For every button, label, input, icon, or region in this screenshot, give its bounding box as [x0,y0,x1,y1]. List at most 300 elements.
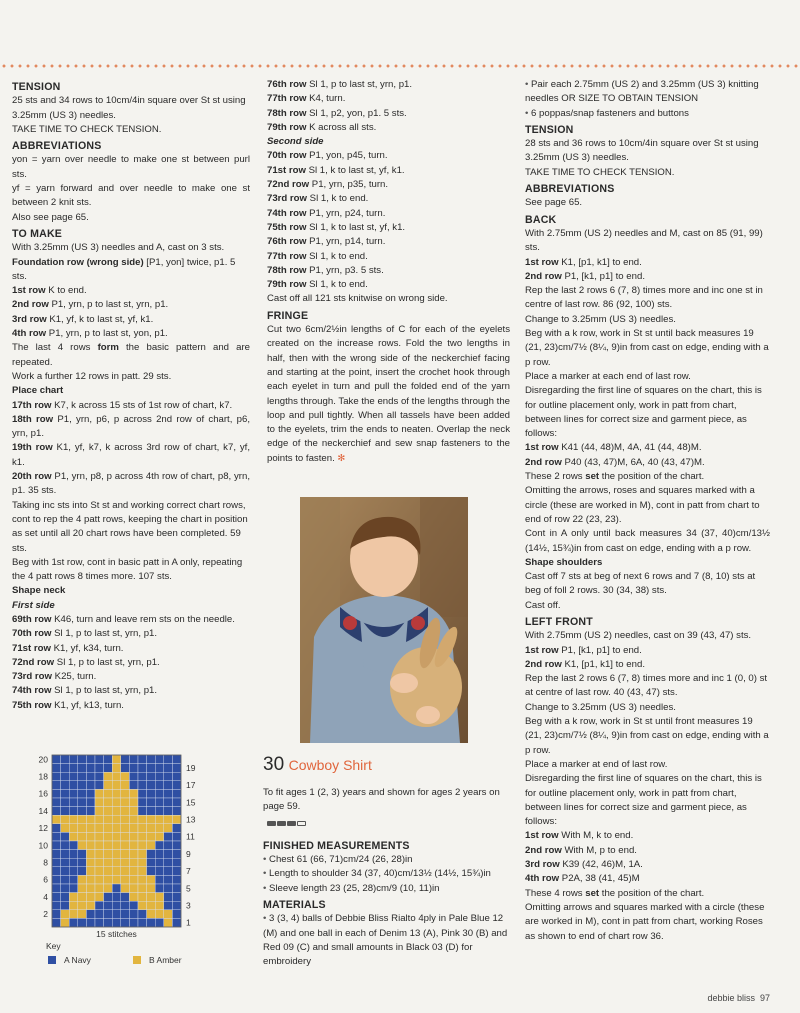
chart-cell [95,807,104,816]
chart-cell [129,755,138,764]
chart-cell [155,781,164,790]
chart-cell [138,781,147,790]
chart-cell [61,764,70,773]
fringe-body: Cut two 6cm/2½in lengths of C for each of the eyelets created on the increase rows. Fold the two lengths in half, then with the wrong side of the neckerchief facing and starting at the point, insert the crochet hook through each eyelet in turn and pull the folded end of the yarn lengths through. Take the ends of the lengths through the loop and pull tightly. When all tassels have been added to the eyelets, trim the ends to neaten. Overlap the neck edge of the neckerchief and sew snap fasteners to the points to fasten. [267,324,510,464]
chart-cell [172,832,181,841]
chart-cell [147,841,156,850]
chart-cell [129,815,138,824]
chart-cell [147,850,156,859]
chart-cell [78,764,87,773]
chart-cell [112,832,121,841]
page-number: 97 [759,993,770,1003]
chart-cell [121,815,130,824]
shape-neck-heading: Shape neck [12,585,66,597]
chart-cell [155,850,164,859]
chart-cell [147,781,156,790]
chart-cell [121,824,130,833]
chart-cell [129,850,138,859]
back-omitting: Omitting the arrows, roses and squares marked with a circle (these are worked in M), cont in patt from chart to end of row 22 (23, 23). [525,485,760,525]
row-text: K1, yf, k34, turn. [50,642,124,654]
chart-cell [172,841,181,850]
work-further: Work a further 12 rows in patt. 29 sts. [12,370,172,382]
back-chart-row-2 [525,456,770,470]
chart-cell [61,893,70,902]
tension-check-2: TAKE TIME TO CHECK TENSION. [525,166,675,178]
s-row-76 [267,235,510,249]
chart-cell [78,850,87,859]
note-text: These 2 rows [525,471,586,483]
abbreviations-heading-2: ABBREVIATIONS [525,183,615,196]
chart-cell [52,884,61,893]
chart-cell [138,884,147,893]
chart-cell [69,764,78,773]
chart-cell [61,901,70,910]
chart-cell [52,918,61,927]
row-label: 1st row [12,285,46,297]
key-swatch-navy [48,956,56,964]
chart-cell [121,867,130,876]
row-17 [12,399,250,413]
chart-cell [155,807,164,816]
chart-cell [121,893,130,902]
lf-row-2 [525,658,770,672]
chart-cell [138,772,147,781]
row-text: Sl 1, p2, yon, p1. 5 sts. [306,107,407,119]
fit-ages: To fit ages 1 (2, 3) years and shown for ages 2 years on page 59. [263,787,500,813]
row-text: P1, yrn, p35, turn. [309,179,389,191]
chart-cell [164,772,173,781]
chart-cell [138,832,147,841]
chart-cell [69,858,78,867]
row-text: K1, yf, k to last st, yf, k1. [46,313,154,325]
chart-row-label: 11 [186,831,195,842]
chart-cell [104,764,113,773]
chart-row-label: 17 [186,780,196,791]
lf-marker: Place a marker at end of last row. [525,758,668,770]
needles-item: • Pair each 2.75mm (US 2) and 3.25mm (US 3) knitting needles OR SIZE TO OBTAIN TENSION [525,78,770,107]
chart-cell [129,807,138,816]
chart-row-label: 7 [186,866,191,877]
chart-cell [95,798,104,807]
back-heading: BACK [525,213,557,226]
chart-cell [52,841,61,850]
chart-cell [69,772,78,781]
chart-cell [69,918,78,927]
row-label: 17th row [12,399,52,411]
chart-cell [129,789,138,798]
chart-cell [104,893,113,902]
chart-cell [69,798,78,807]
row-73 [12,670,250,684]
chart-cell [121,755,130,764]
foundation-row-text: [P1, yon] twice, p1. 5 sts. [12,256,236,282]
note-text: the basic pattern and are repeated. [12,342,250,368]
row-text: P1, yrn, p14, turn. [306,236,386,248]
chart-cell [164,798,173,807]
back-change-needles: Change to 3.25mm (US 3) needles. [525,313,676,325]
chart-cell [138,867,147,876]
row-label: 70th row [267,150,307,162]
chart-cell [112,884,121,893]
chart-cell [61,910,70,919]
chart-cell [69,850,78,859]
row-71 [12,642,250,656]
row-label: 2nd row [525,658,562,670]
column-3 [525,78,770,944]
row-label: 75th row [12,699,52,711]
abbr-see: Also see page 65. [12,211,89,223]
row-text: K25, turn. [52,671,97,683]
chart-cell [172,884,181,893]
chart-row-label: 5 [186,883,191,894]
chart-row-label: 18 [38,771,48,782]
chart-cell [52,815,61,824]
row-text: P1, [k1, p1] to end. [558,644,642,656]
row-text: K1, yf, k13, turn. [51,699,124,711]
chart-cell [52,781,61,790]
chart-cell [129,832,138,841]
chart-row-label: 19 [186,762,196,773]
row-text: P1, yrn, p24, turn. [306,207,386,219]
row-text: P1, [k1, p1] to end. [561,270,645,282]
row-72 [12,656,250,670]
chart-cell [121,875,130,884]
chart-cell [155,867,164,876]
chart-row-label: 4 [43,891,48,902]
chart-cell [164,867,173,876]
chart-cell [61,918,70,927]
chart-cell [155,910,164,919]
note-text: the position of the chart. [599,471,705,483]
row-label: 1st row [525,442,559,454]
chart-cell [129,918,138,927]
note-text: These 4 rows [525,887,586,899]
chart-cell [147,832,156,841]
lf-set-note [525,887,770,901]
chart-cell [104,755,113,764]
chart-row-label: 12 [38,823,48,834]
chart-cell [52,772,61,781]
chart-cell [86,867,95,876]
chart-cell [172,807,181,816]
row-label: 73rd row [12,671,52,683]
chart-cell [147,772,156,781]
chart-cell [172,789,181,798]
chart-cell [155,875,164,884]
chart-cell [95,815,104,824]
chart-cell [95,875,104,884]
chart-cell [147,789,156,798]
chart-cell [155,858,164,867]
chart-cell [104,884,113,893]
chart-cell [61,867,70,876]
chart-cell [104,798,113,807]
back-disregard: Disregarding the first line of squares on the chart, this is for outline placement only, work in patt from chart, between lines for correct size and garment piece, as follows: [525,385,762,440]
lf-st-st: Beg with a k row, work in St st until front measures 19 (21, 23)cm/7½ (8¼, 9)in from cast on edge, ending with a p row. [525,716,769,756]
chart-cell [112,901,121,910]
chart-cell [61,772,70,781]
lf-change-needles: Change to 3.25mm (US 3) needles. [525,701,676,713]
chart-cell [164,901,173,910]
chart-cell [147,764,156,773]
column-1 [12,78,250,713]
chart-cell [95,772,104,781]
chart-cell [95,910,104,919]
chart-cell [104,789,113,798]
chart-cell [86,807,95,816]
chart-cell [86,893,95,902]
chart-cell [138,815,147,824]
row-label: 74th row [267,207,307,219]
chart-cell [155,824,164,833]
row-text: K across all sts. [306,121,377,133]
chart-cell [86,772,95,781]
s-row-72 [267,178,510,192]
chart-cell [86,918,95,927]
chart-row-label: 14 [38,805,48,816]
row-label: 77th row [267,250,307,262]
row-label: 1st row [525,830,559,842]
chart-cell [104,841,113,850]
footer-brand: debbie bliss [707,993,755,1003]
chart-cell [61,884,70,893]
difficulty-bar-filled [267,821,276,826]
abbr-see-2: See page 65. [525,197,583,209]
chart-cell [164,850,173,859]
measurement-chest: • Chest 61 (66, 71)cm/24 (26, 28)in [263,853,510,867]
chart-cell [95,858,104,867]
abbr-yon: yon = yarn over needle to make one st between purl sts. [12,154,250,180]
row-text: P1, yrn, p3. 5 sts. [306,264,384,276]
shoulders-cast-off-2: Cast off. [525,599,561,611]
row-label: 1st row [525,644,559,656]
back-cast-on: With 2.75mm (US 2) needles and M, cast on 85 (91, 99) sts. [525,227,763,254]
chart-cell [172,781,181,790]
row-70 [12,627,250,641]
row-77 [267,92,510,106]
place-chart-heading: Place chart [12,385,64,397]
chart-cell [164,824,173,833]
chart-cell [172,815,181,824]
row-label: 72nd row [12,656,55,668]
chart-cell [104,875,113,884]
chart-cell [95,893,104,902]
chart-cell [129,841,138,850]
row-label: 79th row [267,121,307,133]
row-text: Sl 1, k to end. [307,193,369,205]
chart-cell [155,893,164,902]
chart-cell [69,755,78,764]
chart-cell [172,824,181,833]
chart-cell [147,901,156,910]
chart-cell [104,815,113,824]
chart-cell [69,910,78,919]
row-label: 3rd row [525,859,560,871]
chart-cell [78,807,87,816]
row-label: 71st row [267,164,306,176]
chart-cell [78,858,87,867]
row-text: P1, yrn, p to last st, yrn, p1. [48,299,169,311]
chart-cell [86,824,95,833]
chart-cell [121,884,130,893]
chart-cell [95,764,104,773]
chart-cell [104,858,113,867]
chart-cell [164,841,173,850]
row-text: Sl 1, k to end. [306,250,368,262]
chart-cell [129,893,138,902]
chart-cell [112,815,121,824]
chart-cell [147,910,156,919]
chart-cell [138,755,147,764]
tension-heading: TENSION [12,81,61,93]
chart-cell [155,815,164,824]
chart-cell [112,893,121,902]
row-text: P1, yrn, p to last st, yon, p1. [46,328,168,340]
chart-cell [78,910,87,919]
chart-cell [69,841,78,850]
row-18 [12,413,250,442]
back-st-st: Beg with a k row, work in St st until back measures 19 (21, 23)cm/7½ (8¼, 9)in from cast on edge, ending with a p row. [525,328,769,368]
chart-cell [61,815,70,824]
chart-cell [138,858,147,867]
chart-cell [78,832,87,841]
chart-cell [112,807,121,816]
chart-cell [95,918,104,927]
chart-cell [69,789,78,798]
dotted-divider [0,64,800,68]
row-label: 76th row [267,236,307,248]
row-text: P40 (43, 47)M, 6A, 40 (43, 47)M. [561,456,705,468]
abbr-yf: yf = yarn forward and over needle to make one st between 2 knit sts. [12,183,250,209]
chart-cell [147,918,156,927]
chart-cell [172,875,181,884]
chart-cell [121,858,130,867]
s-row-71 [267,164,510,178]
chart-cell [95,781,104,790]
shoulders-cast-off: Cast off 7 sts at beg of next 6 rows and 7 (8, 10) sts at beg of foll 2 rows. 30 (34, 38) sts. [525,571,756,597]
difficulty-bar-filled [287,821,296,826]
end-star-icon: ✻ [337,452,346,464]
chart-cell [86,764,95,773]
row-76 [267,78,510,92]
chart-cell [86,875,95,884]
chart-cell [155,832,164,841]
chart-cell [52,901,61,910]
chart-row-label: 9 [186,848,191,859]
s-row-79 [267,278,510,292]
row-label: 74th row [12,685,52,697]
photo-illustration [300,497,468,743]
row-label: 4th row [12,328,47,340]
key-label: Key [46,941,61,951]
row-78 [267,107,510,121]
chart-cell [61,789,70,798]
finished-measurements-heading: FINISHED MEASUREMENTS [263,839,410,852]
chart-cell [155,789,164,798]
s-row-75 [267,221,510,235]
chart-cell [104,901,113,910]
chart-cell [112,858,121,867]
row-label: 2nd row [12,299,49,311]
note-bold: form [97,342,119,354]
row-label: 75th row [267,221,307,233]
chart-cell [129,764,138,773]
chart-cell [164,875,173,884]
chart-cell [138,850,147,859]
back-set-note [525,470,770,484]
lf-chart-row-1 [525,829,770,843]
row-label: 71st row [12,642,51,654]
chart-row-label: 15 [186,797,196,808]
chart-cell [86,858,95,867]
lf-row-1 [525,644,770,658]
chart-cell [61,781,70,790]
chart-cell [52,832,61,841]
chart-cell [61,807,70,816]
chart-row-label: 10 [38,840,48,851]
back-row-1 [525,256,770,270]
chart-row-label: 6 [43,874,48,885]
chart-cell [164,781,173,790]
chart-cell [138,875,147,884]
chart-cell [61,798,70,807]
stitch-count-label: 15 stitches [96,929,137,939]
chart-cell [112,918,121,927]
fasteners-item: • 6 poppas/snap fasteners and buttons [525,107,770,121]
pattern-number: 30 [263,754,285,775]
shape-shoulders-heading: Shape shoulders [525,556,603,568]
chart-cell [155,764,164,773]
row-text: P1, yrn, p6, p across 2nd row of chart, p6, yrn, p1. [12,413,251,440]
chart-cell [78,815,87,824]
back-rep: Rep the last 2 rows 6 (7, 8) times more and inc one st in centre of last row. 86 (92, 100) sts. [525,285,763,311]
footer [707,993,770,1003]
chart-cell [112,850,121,859]
chart-cell [129,901,138,910]
row-69 [12,613,250,627]
row-label: 20th row [12,471,52,483]
row-text: Sl 1, k to last st, yf, k1. [305,164,405,176]
chart-cell [138,910,147,919]
chart-cell [129,781,138,790]
row-3 [12,313,250,327]
first-side-heading: First side [12,599,55,611]
chart-cell [121,918,130,927]
chart-cell [61,875,70,884]
chart-cell [104,772,113,781]
s-row-74 [267,207,510,221]
chart-cell [112,841,121,850]
row-text: Sl 1, k to end. [306,279,368,291]
chart-cell [95,867,104,876]
row-label: 70th row [12,628,52,640]
chart-cell [138,824,147,833]
row-74 [12,684,250,698]
chart-cell [164,910,173,919]
chart-cell [52,850,61,859]
cast-off-all: Cast off all 121 sts knitwise on wrong side. [267,293,448,305]
basic-pattern-note [12,341,250,370]
chart-cell [78,918,87,927]
chart-cell [155,772,164,781]
chart-cell [78,875,87,884]
chart-cell [129,884,138,893]
row-label: 76th row [267,79,307,90]
chart-cell [86,815,95,824]
back-cont-a: Cont in A only until back measures 34 (37, 40)cm/13½ (14½, 15¾)in from cast on edge, ending with a p row. [525,528,770,554]
row-label: 79th row [267,279,307,291]
chart-cell [121,807,130,816]
